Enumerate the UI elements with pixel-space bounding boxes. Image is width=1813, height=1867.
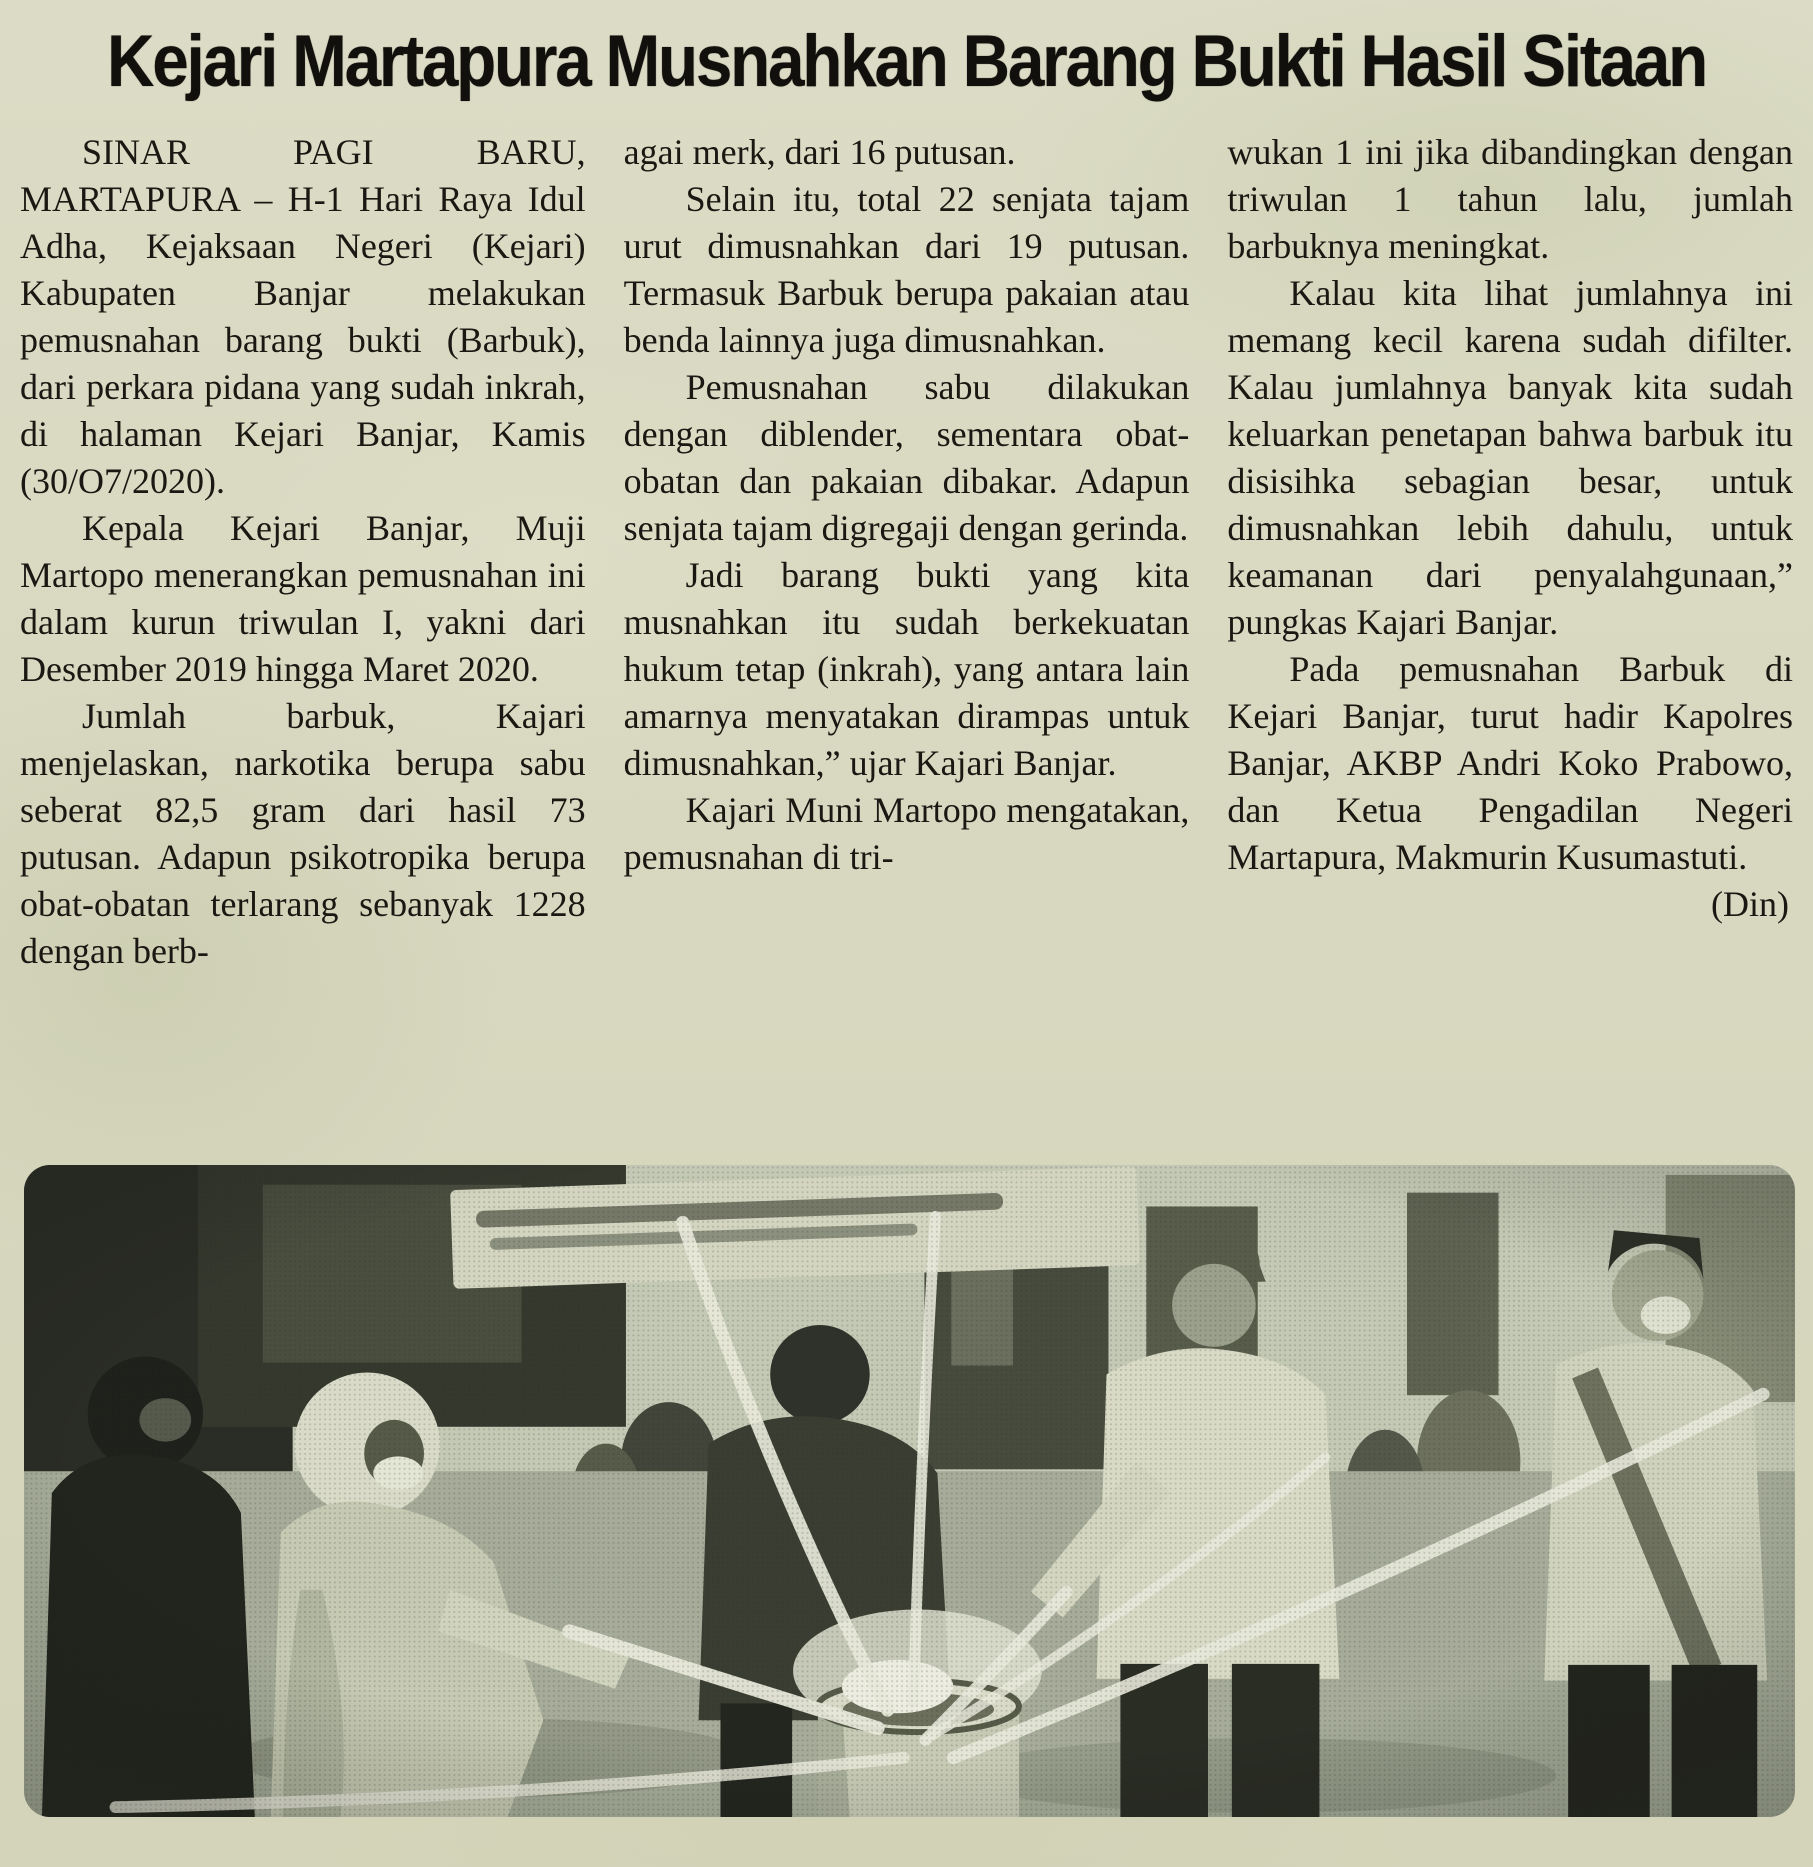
article-photo-illustration	[24, 1165, 1795, 1817]
paragraph: Pada pemusnahan Barbuk di Kejari Banjar, turut hadir Kapolres Banjar, AKBP Andri Koko Prabowo, dan Ketua Pengadilan Negeri Martapura, Makmurin Kusumastuti.	[1227, 649, 1793, 877]
paragraph: Pemusnahan sabu dilakukan dengan diblender, sementara obat-obatan dan pakaian dibakar. Adapun senjata tajam digregaji dengan gerinda.	[623, 367, 1190, 548]
paragraph: Selain itu, total 22 senjata tajam urut dimusnahkan dari 19 putusan. Termasuk Barbuk berupa pakaian atau benda lainnya juga dimusnahkan.	[623, 179, 1190, 360]
author-signoff: (Din)	[1711, 884, 1789, 924]
column-1	[20, 129, 586, 1141]
article-headline: Kejari Martapura Musnahkan Barang Bukti Hasil Sitaan	[107, 21, 1706, 102]
paragraph-continuation: agai merk, dari 16 putusan.	[623, 132, 1016, 172]
article-photo	[24, 1165, 1795, 1817]
article-body	[20, 129, 1793, 1141]
paragraph: Kalau kita lihat jumlahnya ini memang kecil karena sudah difilter. Kalau jumlahnya banyak kita sudah keluarkan penetapan bahwa barbuk itu disisihka sebagian besar, untuk dimusnahkan lebih dahulu, untuk keamanan dari penyalahgunaan,” pungkas Kajari Banjar.	[1227, 273, 1793, 642]
paragraph: Kepala Kejari Banjar, Muji Martopo menerangkan pemusnahan ini dalam kurun triwulan I, yakni dari Desember 2019 hingga Maret 2020.	[20, 508, 586, 689]
column-2	[624, 129, 1190, 1141]
paragraph: Jumlah barbuk, Kajari menjelaskan, narkotika berupa sabu seberat 82,5 gram dari hasil 73 putusan. Adapun psikotropika berupa obat-obatan terlarang sebanyak 1228 dengan berb-	[20, 696, 586, 971]
paragraph-continuation: wukan 1 ini jika dibandingkan dengan triwulan 1 tahun lalu, jumlah barbuknya meningkat.	[1227, 132, 1793, 266]
column-3	[1227, 129, 1793, 1141]
paragraph: SINAR PAGI BARU, MARTAPURA – H-1 Hari Raya Idul Adha, Kejaksaan Negeri (Kejari) Kabupaten Banjar melakukan pemusnahan barang bukti (Barbuk), dari perkara pidana yang sudah inkrah, di halaman Kejari Banjar, Kamis (30/O7/2020).	[20, 132, 586, 501]
paragraph: Kajari Muni Martopo mengatakan, pemusnahan di tri-	[623, 790, 1190, 877]
headline-row	[0, 0, 1813, 103]
vignette-overlay	[24, 1165, 1795, 1817]
paragraph: Jadi barang bukti yang kita musnahkan itu sudah berkekuatan hukum tetap (inkrah), yang antara lain amarnya menyatakan dirampas untuk dimusnahkan,” ujar Kajari Banjar.	[623, 555, 1190, 783]
